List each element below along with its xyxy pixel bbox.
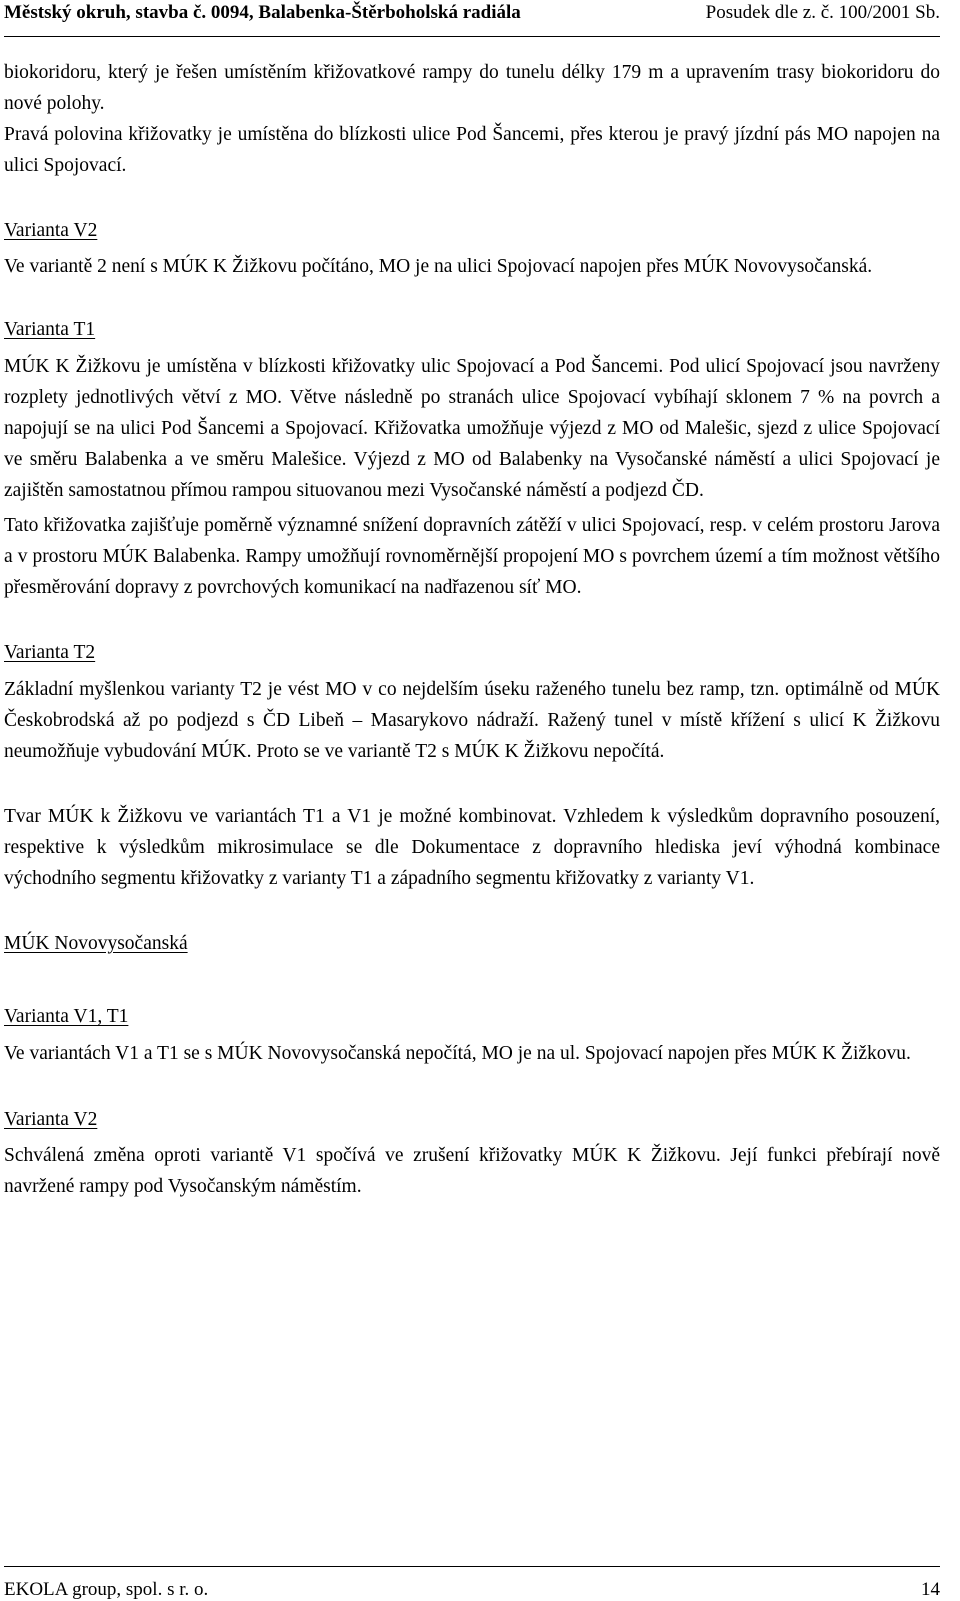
heading-varianta-v2: Varianta V2 [4, 220, 98, 241]
paragraph-krizovatka-zatez: Tato křižovatka zajišťuje poměrně významné snížení dopravních zátěží v ulici Spojovací, resp. v celém prostoru Jarova a v prostoru MÚK Balabenka. Rampy umožňují rovnoměrnější propojení MO s povrchem území a tím možnost většího přesměrování dopravy z povrchových komunikací na nadřazenou síť MO. [4, 515, 940, 598]
heading-varianta-t2: Varianta T2 [4, 642, 96, 663]
paragraph-varianta-t1: MÚK K Žižkovu je umístěna v blízkosti křižovatky ulic Spojovací a Pod Šancemi. Pod ulicí Spojovací jsou navrženy rozplety jednotlivých větví z MO. Větve následně po stranách ulice Spojovací vybíhají sklonem 7 % na povrch a napojují se na ulici Pod Šancemi a Spojovací. Křižovatka umožňuje výjezd z MO od Malešic, sjezd z ulice Spojovací ve směru Balabenka a ve směru Malešice. Výjezd z MO od Balabenky na Vysočanské náměstí a ulici Spojovací je zajištěn samostatnou přímou rampou situovanou mezi Vysočanské náměstí a podjezd ČD. [4, 356, 940, 501]
page-header [4, 2, 940, 37]
footer-company: EKOLA group, spol. s r. o. [4, 1579, 209, 1600]
heading-varianta-t1: Varianta T1 [4, 319, 96, 340]
page-footer [4, 1566, 940, 1601]
paragraph-prava-polovina: Pravá polovina křižovatky je umístěna do blízkosti ulice Pod Šancemi, přes kterou je pravý jízdní pás MO napojen na ulici Spojovací. [4, 124, 940, 176]
paragraph-varianta-v2-second: Schválená změna oproti variantě V1 spočívá ve zrušení křižovatky MÚK K Žižkovu. Její funkci přebírají nově navržené rampy pod Vysočanským náměstím. [4, 1145, 940, 1197]
paragraph-varianta-v1-t1: Ve variantách V1 a T1 se s MÚK Novovysočanská nepočítá, MO je na ul. Spojovací napojen přes MÚK K Žižkovu. [4, 1043, 911, 1064]
header-project-title: Městský okruh, stavba č. 0094, Balabenka-Štěrboholská radiála [4, 2, 521, 23]
heading-varianta-v2-second: Varianta V2 [4, 1109, 98, 1130]
paragraph-tvar-muk: Tvar MÚK k Žižkovu ve variantách T1 a V1 je možné kombinovat. Vzhledem k výsledkům dopravního posouzení, respektive k výsledkům mikrosimulace se dle Dokumentace z dopravního hlediska jeví výhodná kombinace východního segmentu křižovatky z varianty T1 a západního segmentu křižovatky z varianty V1. [4, 806, 940, 889]
paragraph-varianta-t2: Základní myšlenkou varianty T2 je vést MO v co nejdelším úseku raženého tunelu bez ramp, tzn. optimálně od MÚK Českobrodská až po podjezd s ČD Libeň – Masarykovo nádraží. Ražený tunel v místě křížení s ulicí K Žižkovu neumožňuje vybudování MÚK. Proto se ve variantě T2 s MÚK K Žižkovu nepočítá. [4, 679, 940, 762]
heading-varianta-v1-t1: Varianta V1, T1 [4, 1006, 129, 1027]
document-body [4, 52, 940, 1202]
paragraph-varianta-v2: Ve variantě 2 není s MÚK K Žižkovu počítáno, MO je na ulici Spojovací napojen přes MÚK Novovysočanská. [4, 256, 873, 277]
header-document-type: Posudek dle z. č. 100/2001 Sb. [705, 2, 940, 23]
paragraph-biokoridor: biokoridoru, který je řešen umístěním křižovatkové rampy do tunelu délky 179 m a upravením trasy biokoridoru do nové polohy. [4, 62, 940, 114]
page-number: 14 [921, 1579, 940, 1600]
heading-muk-novovysocanska: MÚK Novovysočanská [4, 933, 188, 954]
